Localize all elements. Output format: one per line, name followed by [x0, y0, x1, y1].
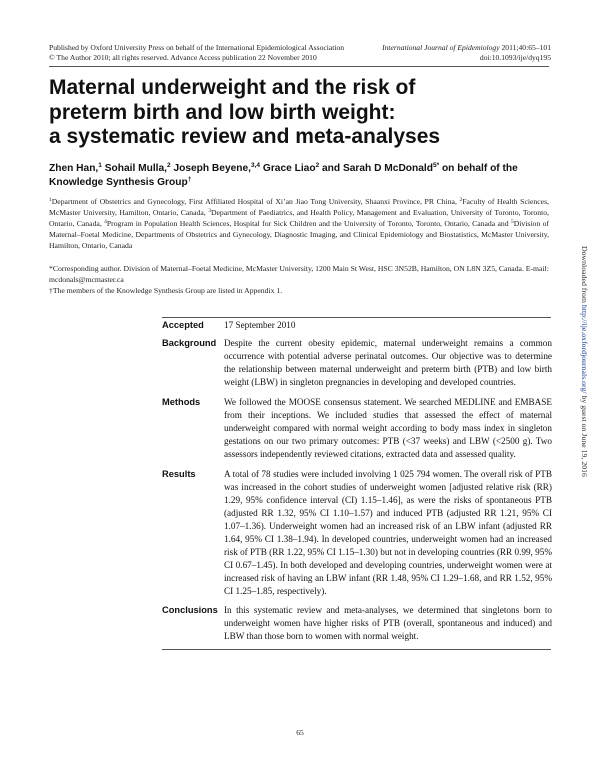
title-line-2: preterm birth and low birth weight: — [49, 100, 396, 124]
affiliations — [49, 197, 549, 252]
background-label: Background — [162, 338, 217, 349]
affil-text: Department of Obstetrics and Gynecology, First Affiliated Hospital of Xi’an Jiao Tong University, Shaanxi Province, PR China, — [51, 197, 460, 206]
abstract-conclusions-row — [162, 603, 551, 643]
author-name: Zhen Han, — [49, 163, 99, 174]
journal-name: International Journal of Epidemiology — [382, 43, 500, 52]
author-name: Sohail Mulla, — [101, 163, 167, 174]
doi[interactable]: doi:10.1093/ije/dyq195 — [479, 53, 551, 62]
author-sup: † — [187, 175, 192, 183]
affil-sup: 2 — [459, 197, 463, 203]
affil-text: Department of Paediatrics, and Health Policy, Management and Evaluation, University of Toronto, Toronto, Ontario, Canada, — [49, 207, 550, 228]
abstract — [162, 317, 551, 650]
abstract-results-row — [162, 467, 551, 598]
accepted-date: 17 September 2010 — [224, 320, 296, 330]
author-name: Grace Liao — [260, 163, 316, 174]
download-suffix: by guest on June 19, 2016 — [580, 393, 589, 477]
volume-pages: 2011;40:65–101 — [499, 43, 551, 52]
affil-text: Program in Population Health Sciences, Hospital for Sick Children and the University of Toronto, Toronto, Ontario, Canada and — [106, 218, 511, 228]
header-rule — [49, 66, 549, 67]
article-title — [49, 76, 549, 150]
background-text: Despite the current obesity epidemic, maternal underweight remains a common occurrence with potential adverse perinatal outcomes. Our objective was to determine the relationship between maternal underweight and preterm birth (PTB) and low birth weight (LBW) in singleton pregnancies in developing and developed countries. — [224, 338, 552, 388]
author-sup: 3,4 — [251, 162, 261, 169]
journal-link[interactable]: http://ije.oxfordjournals.org/ — [580, 304, 589, 394]
page-number: 65 — [296, 728, 304, 737]
corresponding-author-note: *Corresponding author. Division of Maternal–Foetal Medicine, McMaster University, 1200 Main St West, HSC 3N52B, Hamilton, ON L8N 3Z5, Canada. E-mail: mcdonals@mcmaster.ca — [49, 264, 549, 284]
affil-text: Division of Maternal–Foetal Medicine, Departments of Obstetrics and Gynecology, Diagnostic Imaging, and Clinical Epidemiology and Biostatistics, McMaster University, Hamilton, Ontario, Canada — [49, 218, 549, 250]
conclusions-label: Conclusions — [162, 605, 218, 616]
publisher-line: Published by Oxford University Press on behalf of the International Epidemiological Association — [49, 43, 345, 52]
download-watermark — [578, 246, 590, 746]
copyright-line: © The Author 2010; all rights reserved. Advance Access publication 22 November 2010 — [49, 53, 317, 62]
download-prefix: Downloaded from — [580, 246, 589, 305]
author-name: Joseph Beyene, — [170, 163, 252, 174]
accepted-label: Accepted — [162, 320, 204, 330]
author-sup: 1 — [98, 162, 102, 169]
conclusions-text: In this systematic review and meta-analyses, we determined that singletons born to underweight women have higher risks of PTB (overall, spontaneous and induced) and LBW than those born to women with normal weight. — [224, 605, 552, 642]
affil-sup: 4 — [104, 218, 107, 225]
results-text: A total of 78 studies were included involving 1 025 794 women. The overall risk of PTB was increased in the cohort studies of underweight women [adjusted relative risk (RR) 1.29, 95% confidence interval (CI) 1.15–1.46], as were the risks of spontaneous PTB (adjusted RR 1.32, 95% CI 1.10–1.57) and induced PTB (adjusted RR 1.21, 95% CI 1.07–1.36). Underweight women had an increased risk of an LBW infant (adjusted RR 1.64, 95% CI 1.38–1.94). In developed countries, underweight women had an increased risk of PTB (RR 1.22, 95% CI 1.15–1.30) but not in developing countries (RR 0.99, 95% CI 0.67–1.45). In both developed and developing countries, underweight women were at increased risk of having an LBW infant (RR 1.48, 95% CI 1.29–1.68, and RR 1.52, 95% CI 1.25–1.85, respectively). — [224, 469, 552, 597]
author-name: and Sarah D McDonald — [319, 163, 433, 174]
author-sup: 5* — [432, 162, 440, 169]
title-line-1: Maternal underweight and the risk of — [49, 76, 416, 99]
abstract-bottom-rule — [162, 649, 551, 650]
group-members-note: †The members of the Knowledge Synthesis Group are listed in Appendix 1. — [49, 285, 283, 295]
affil-sup: 3 — [208, 207, 211, 214]
abstract-methods-row — [162, 395, 551, 461]
methods-label: Methods — [162, 397, 201, 408]
affil-sup: 5 — [510, 218, 514, 225]
abstract-background-row — [162, 336, 551, 389]
author-sup: 2 — [166, 162, 171, 169]
footnotes — [49, 264, 549, 297]
author-group: on behalf of the Knowledge Synthesis Group — [49, 163, 518, 188]
methods-text: We followed the MOOSE consensus statement. We searched MEDLINE and EMBASE from their inceptions. We included studies that assessed the effect of maternal underweight compared with normal weight according to body mass index in singleton gestations on our two primary outcomes: PTB (<37 weeks) and LBW (<2500 g). Two assessors independently reviewed citations, extracted data and assessed quality. — [224, 397, 552, 460]
affil-text: Faculty of Health Sciences, McMaster University, Hamilton, Ontario, Canada, — [49, 197, 549, 217]
author-sup: 2 — [315, 162, 320, 169]
abstract-accepted-row — [162, 318, 551, 332]
author-list — [49, 162, 549, 189]
results-label: Results — [162, 469, 196, 480]
title-line-3: a systematic review and meta-analyses — [49, 125, 441, 148]
download-watermark-text — [578, 246, 590, 477]
header-citation — [311, 43, 551, 63]
affil-sup: 1 — [49, 197, 52, 203]
journal-citation — [311, 43, 551, 53]
